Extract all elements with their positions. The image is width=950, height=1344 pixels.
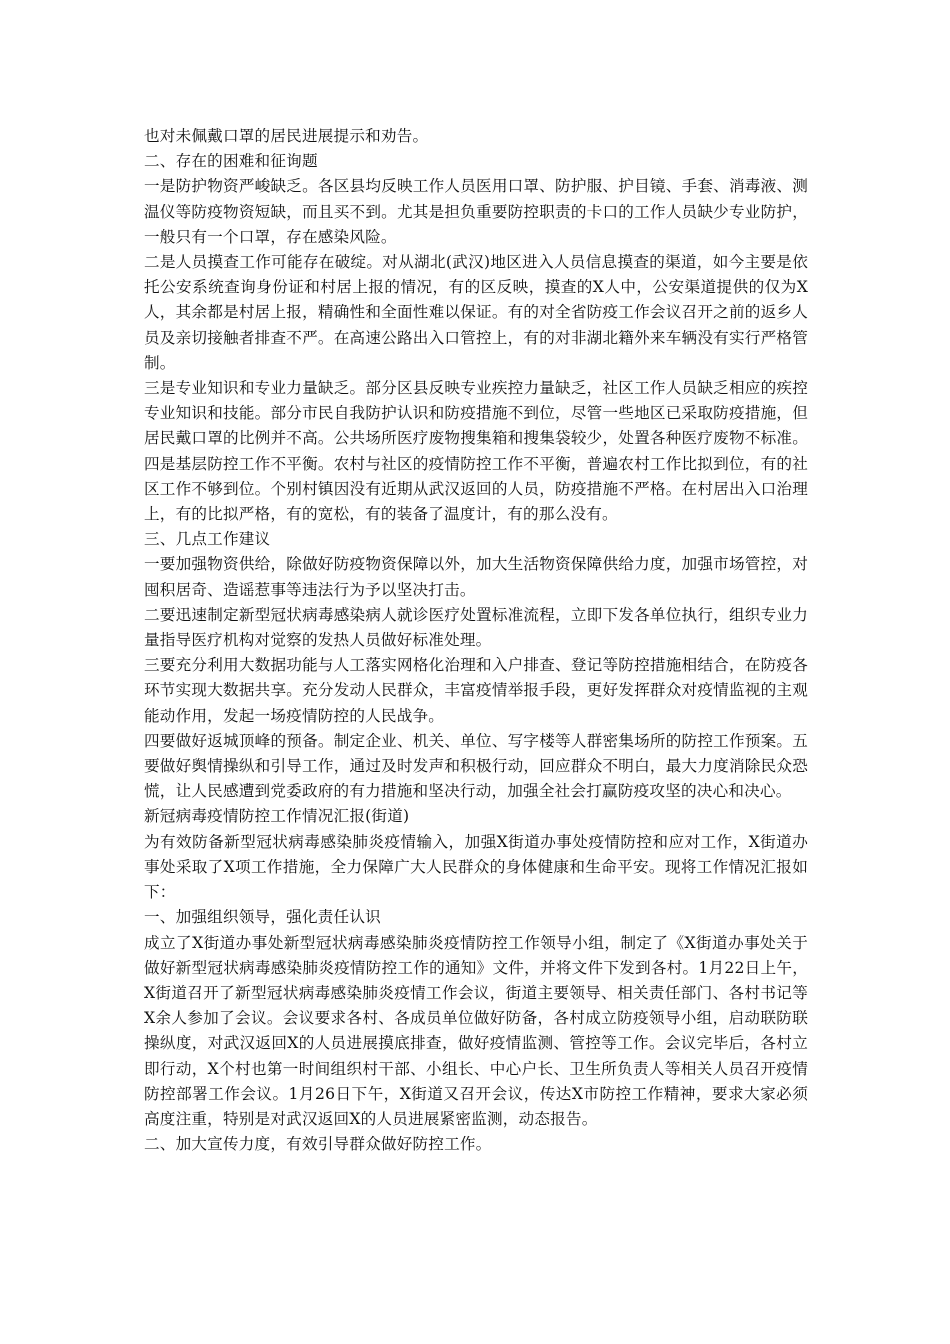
paragraph-4: 二是人员摸查工作可能存在破绽。对从湖北(武汉)地区进入人员信息摸查的渠道，如今主要是依托公安系统查询身份证和村居上报的情况，有的区反映，摸查的X人中，公安渠道提供的仅为X人，其余都是村居上报，精确性和全面性难以保证。有的对全省防疫工作会议召开之前的返乡人员及亲切接触者排查不严。在高速公路出入口管控上，有的对非湖北籍外来车辆没有实行严格管制。 <box>144 253 808 372</box>
paragraph-14: 成立了X街道办事处新型冠状病毒感染肺炎疫情防控工作领导小组，制定了《X街道办事处关于做好新型冠状病毒感染肺炎疫情防控工作的通知》文件，并将文件下发到各村。1月22日上午，X街道召开了新型冠状病毒感染肺炎疫情工作会议，街道主要领导、相关责任部门、各村书记等X余人参加了会议。会议要求各村、各成员单位做好防备，各村成立防疫领导小组，启动联防联操纵度，对武汉返回X的人员进展摸底排查，做好疫情监测、管控等工作。会议完毕后，各村立即行动，X个村也第一时间组织村干部、小组长、中心户长、卫生所负责人等相关人员召开疫情防控部署工作会议。1月26日下午，X街道又召开会议，传达X市防控工作精神，要求大家必须高度注重，特别是对武汉返回X的人员进展紧密监测，动态报告。 <box>144 933 808 1128</box>
section-heading-difficulties: 二、存在的困难和征询题 <box>144 152 318 171</box>
section-heading-suggestions: 三、几点工作建议 <box>144 530 271 549</box>
paragraph-3: 一是防护物资严峻缺乏。各区县均反映工作人员医用口罩、防护服、护目镜、手套、消毒液、测温仪等防疫物资短缺，而且买不到。尤其是担负重要防控职责的卡口的工作人员缺少专业防护，一般只有一个口罩，存在感染风险。 <box>144 177 808 246</box>
report-title: 新冠病毒疫情防控工作情况汇报(街道) <box>144 807 410 826</box>
document-body <box>144 124 808 1157</box>
paragraph-7: 一要加强物资供给，除做好防疫物资保障以外，加大生活物资保障供给力度，加强市场管控，对囤积居奇、造谣惹事等违法行为予以坚决打击。 <box>144 555 808 599</box>
section-heading-leadership: 一、加强组织领导，强化责任认识 <box>144 908 381 927</box>
paragraph-1: 也对未佩戴口罩的居民进展提示和劝告。 <box>144 127 429 145</box>
paragraph-10: 四要做好返城顶峰的预备。制定企业、机关、单位、写字楼等人群密集场所的防控工作预案。五要做好舆情操纵和引导工作，通过及时发声和积极行动，回应群众不明白，最大力度消除民众恐慌，让人民感遭到党委政府的有力措施和坚决行动，加强全社会打赢防疫攻坚的决心和决心。 <box>144 731 808 801</box>
paragraph-5: 三是专业知识和专业力量缺乏。部分区县反映专业疾控力量缺乏，社区工作人员缺乏相应的疾控专业知识和技能。部分市民自我防护认识和防疫措施不到位，尽管一些地区已采取防疫措施，但居民戴口罩的比例并不高。公共场所医疗废物搜集箱和搜集袋较少，处置各种医疗废物不标准。四是基层防控工作不平衡。农村与社区的疫情防控工作不平衡，普遍农村工作比拟到位，有的社区工作不够到位。个别村镇因没有近期从武汉返回的人员，防疫措施不严格。在村居出入口治理上，有的比拟严格，有的宽松，有的装备了温度计，有的那么没有。 <box>144 379 808 524</box>
paragraph-8: 二要迅速制定新型冠状病毒感染病人就诊医疗处置标准流程，立即下发各单位执行，组织专业力量指导医疗机构对觉察的发热人员做好标准处理。 <box>144 605 808 650</box>
paragraph-9: 三要充分利用大数据功能与人工落实网格化治理和入户排查、登记等防控措施相结合，在防疫各环节实现大数据共享。充分发动人民群众，丰富疫情举报手段，更好发挥群众对疫情监视的主观能动作用，发起一场疫情防控的人民战争。 <box>144 656 808 725</box>
paragraph-12: 为有效防备新型冠状病毒感染肺炎疫情输入，加强X街道办事处疫情防控和应对工作，X街道办事处采取了X项工作措施，全力保障广大人民群众的身体健康和生命平安。现将工作情况汇报如下： <box>144 832 808 902</box>
section-heading-publicity: 二、加大宣传力度，有效引导群众做好防控工作。 <box>144 1135 492 1154</box>
